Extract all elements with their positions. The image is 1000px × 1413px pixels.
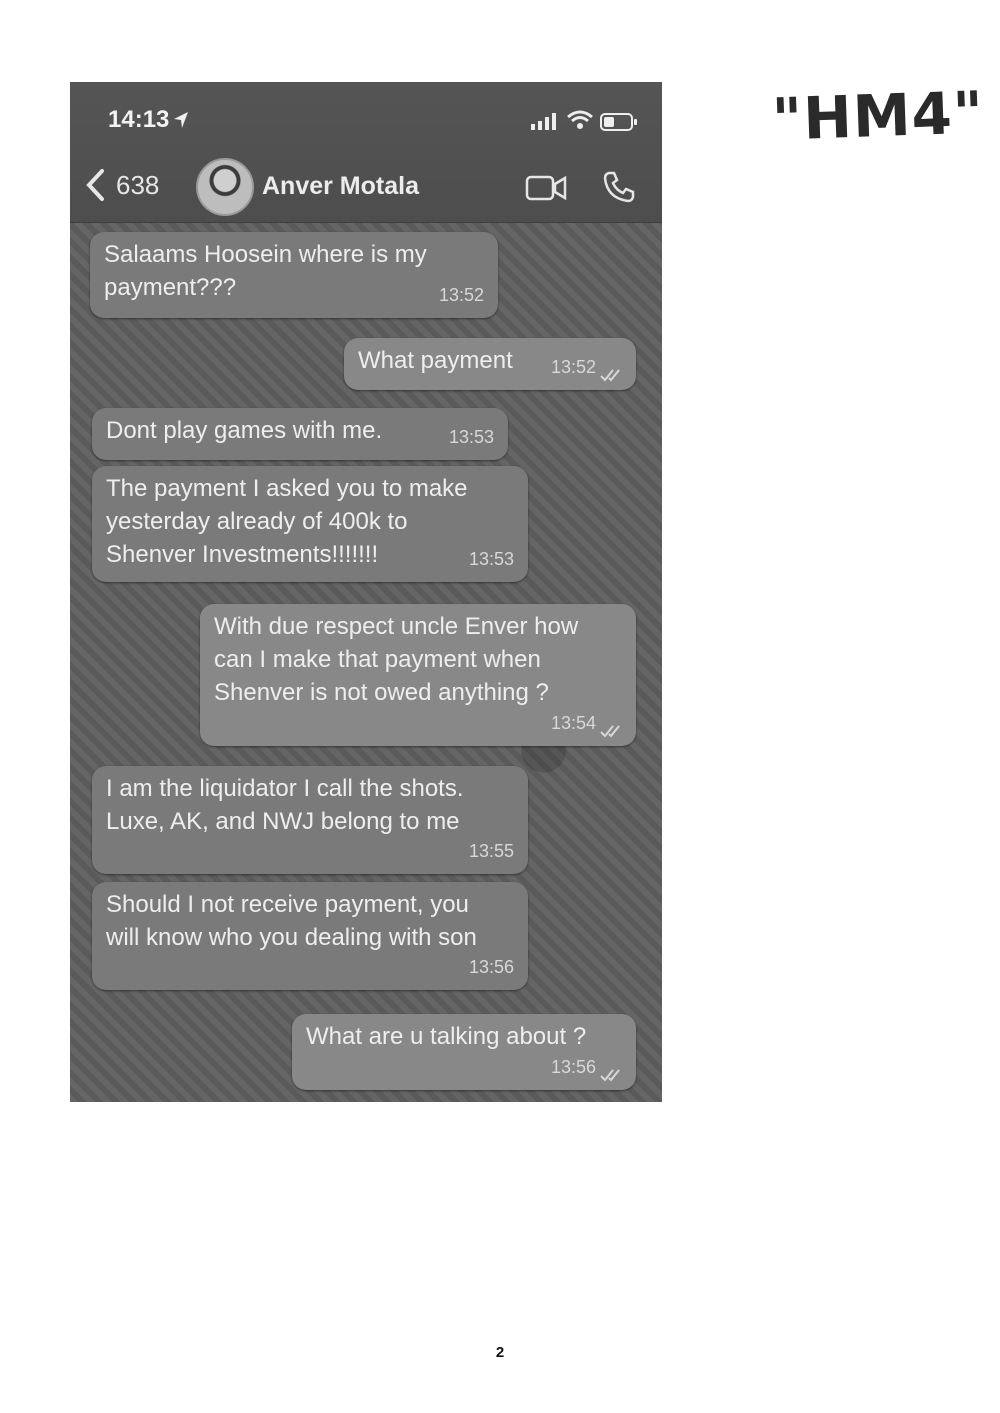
wifi-icon [566,110,594,130]
message-time: 13:53 [468,549,514,569]
status-time: 14:13 [108,106,170,133]
double-check-icon [600,724,624,738]
message-bubble[interactable] [92,882,528,990]
message-time: 13:56 [468,957,514,977]
page-number: 2 [495,1344,505,1361]
message-text: Dont play games with me. [106,417,383,444]
message-time: 13:53 [448,427,494,447]
back-unread-count[interactable]: 638 [116,170,160,200]
message-bubble[interactable] [200,604,636,746]
message-text: Salaams Hoosein where is my payment??? [104,241,427,301]
message-text: The payment I asked you to make yesterday already of 400k to Shenver Investments!!!!!!! [106,475,468,568]
signal-icon [530,112,558,130]
video-call-icon[interactable] [525,174,567,202]
message-bubble[interactable] [90,232,498,318]
message-bubble[interactable] [344,338,636,390]
message-time: 13:55 [468,841,514,861]
chat-header [70,82,662,223]
message-time: 13:52 [550,357,596,377]
chevron-left-icon[interactable] [84,168,108,202]
message-text: I am the liquidator I call the shots. Luxe, AK, and NWJ belong to me [106,775,464,835]
message-time: 13:56 [550,1057,596,1077]
message-bubble[interactable] [292,1014,636,1090]
avatar[interactable] [196,158,254,216]
message-time: 13:52 [438,285,484,305]
annex-label: "HM4" [770,78,986,154]
message-bubble[interactable] [92,766,528,874]
location-arrow-icon [172,110,190,130]
phone-icon[interactable] [602,170,636,204]
message-text: With due respect uncle Enver how can I make that payment when Shenver is not owed anything ? [214,613,579,706]
message-text: What payment [358,347,513,374]
double-check-icon [600,368,624,382]
double-check-icon [600,1068,624,1082]
message-bubble[interactable] [92,466,528,582]
contact-name[interactable]: Anver Motala [262,172,419,200]
phone-screenshot [70,82,662,1102]
battery-icon [600,112,638,132]
message-text: What are u talking about ? [306,1023,587,1050]
message-text: Should I not receive payment, you will know who you dealing with son [106,891,477,951]
message-bubble[interactable] [92,408,508,460]
message-time: 13:54 [550,713,596,733]
